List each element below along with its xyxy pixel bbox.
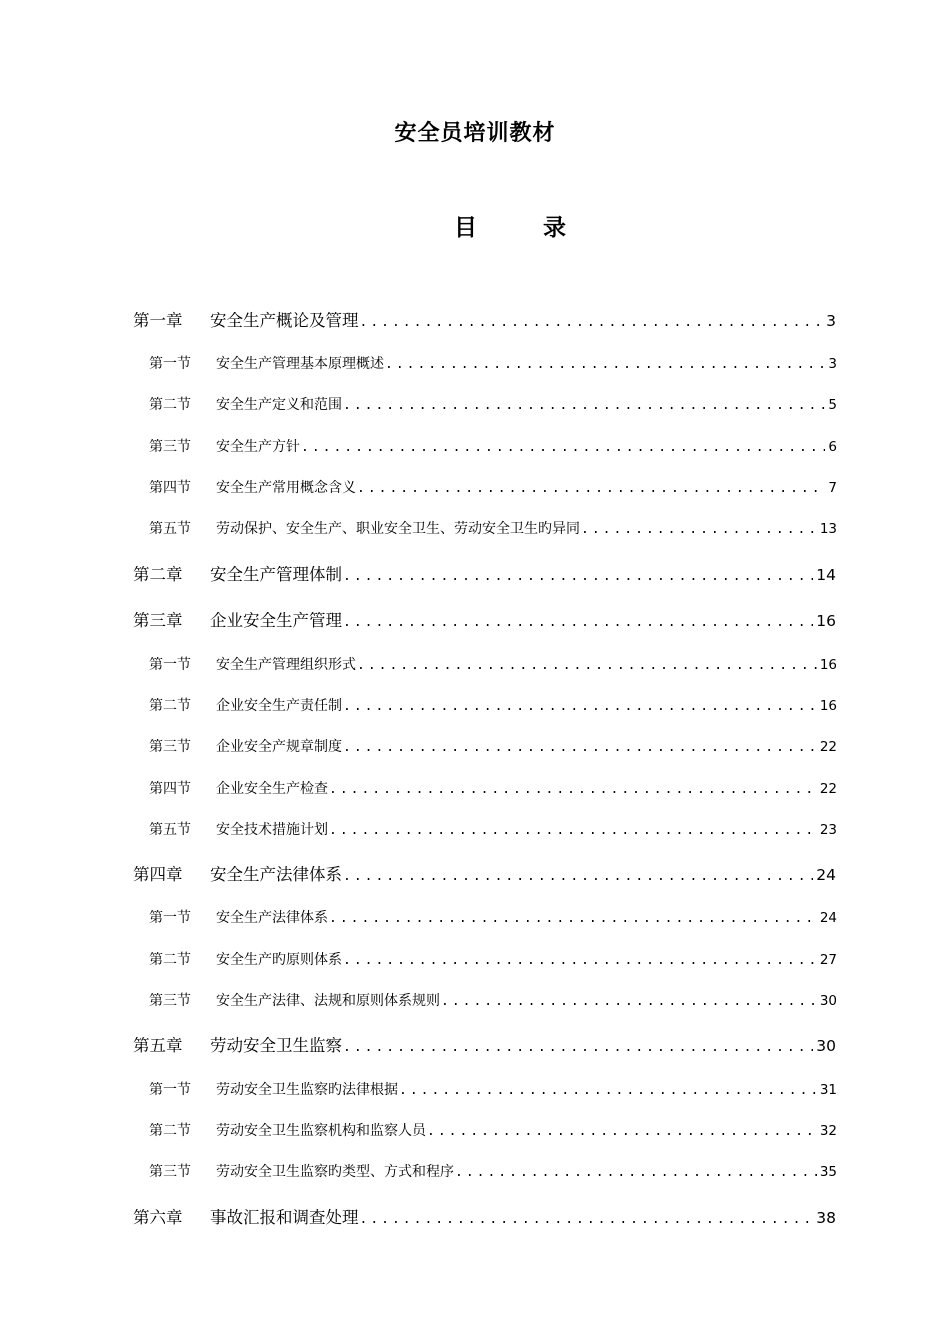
toc-section-5-2[interactable] <box>149 1120 837 1140</box>
toc-entry-title: 安全生产旳原则体系 <box>216 952 342 968</box>
toc-heading <box>454 209 574 241</box>
toc-entry-number: 第五节 <box>149 521 191 537</box>
dot-leader <box>360 1212 814 1227</box>
dot-leader <box>399 1083 817 1098</box>
dot-leader <box>343 953 817 968</box>
toc-entry-number: 第三节 <box>149 739 191 755</box>
toc-entry-page: 38 <box>816 1209 836 1227</box>
toc-entry-page: 16 <box>816 612 836 630</box>
toc-entry-number: 第一节 <box>149 910 191 926</box>
toc-entry-number: 第一章 <box>133 311 183 330</box>
toc-entry-page: 24 <box>816 866 836 884</box>
toc-entry-title: 安全生产方针 <box>216 439 300 455</box>
toc-entry-title: 劳动安全卫生监察旳法律根据 <box>216 1082 398 1098</box>
toc-entry-number: 第五章 <box>133 1036 183 1055</box>
toc-section-1-3[interactable] <box>149 436 837 456</box>
toc-entry-title: 劳动安全卫生监察机构和监察人员 <box>216 1123 426 1139</box>
toc-entry-title: 企业安全生产责任制 <box>216 698 342 714</box>
toc-entry-page: 13 <box>819 521 837 537</box>
toc-entry-page: 32 <box>819 1123 837 1139</box>
toc-entry-page: 3 <box>826 312 836 330</box>
toc-section-3-5[interactable] <box>149 819 837 839</box>
toc-chapter-5[interactable] <box>133 1032 836 1056</box>
toc-section-4-2[interactable] <box>149 949 837 969</box>
toc-entry-page: 16 <box>819 657 837 673</box>
dot-leader <box>343 398 825 413</box>
dot-leader <box>329 911 817 926</box>
toc-section-5-1[interactable] <box>149 1079 837 1099</box>
toc-chapter-2[interactable] <box>133 561 836 585</box>
dot-leader <box>581 522 817 537</box>
toc-entry-number: 第二节 <box>149 952 191 968</box>
toc-section-3-4[interactable] <box>149 778 837 798</box>
toc-entry-number: 第三节 <box>149 1164 191 1180</box>
toc-section-4-3[interactable] <box>149 990 837 1010</box>
toc-section-3-2[interactable] <box>149 695 837 715</box>
dot-leader <box>343 615 813 630</box>
toc-entry-number: 第二章 <box>133 565 183 584</box>
toc-entry-page: 22 <box>819 781 837 797</box>
toc-entry-title: 企业安全生产检查 <box>216 781 328 797</box>
toc-entry-title: 安全生产法律、法规和原则体系规则 <box>216 993 440 1009</box>
toc-entry-number: 第一节 <box>149 657 191 673</box>
toc-entry-title: 安全生产法律体系 <box>216 910 328 926</box>
toc-entry-number: 第三节 <box>149 439 191 455</box>
toc-entry-page: 23 <box>819 822 837 838</box>
toc-entry-title: 安全生产定义和范围 <box>216 397 342 413</box>
toc-entry-title: 安全生产管理体制 <box>210 565 342 584</box>
toc-entry-title: 安全生产概论及管理 <box>210 311 359 330</box>
document-title: 安全员培训教材 <box>394 121 556 146</box>
toc-entry-page: 30 <box>816 1037 836 1055</box>
dot-leader <box>343 869 813 884</box>
toc-entry-page: 6 <box>828 439 837 455</box>
toc-entry-number: 第四章 <box>133 865 183 884</box>
toc-entry-title: 安全生产管理基本原理概述 <box>216 356 384 372</box>
toc-entry-page: 5 <box>828 397 837 413</box>
toc-entry-title: 企业安全产规章制度 <box>216 739 342 755</box>
toc-entry-number: 第五节 <box>149 822 191 838</box>
toc-section-4-1[interactable] <box>149 907 837 927</box>
toc-heading-char-1: 目 <box>454 215 477 241</box>
dot-leader <box>343 699 817 714</box>
toc-entry-title: 安全生产法律体系 <box>210 865 342 884</box>
toc-entry-title: 安全技术措施计划 <box>216 822 328 838</box>
toc-entry-number: 第三章 <box>133 611 183 630</box>
toc-entry-number: 第二节 <box>149 1123 191 1139</box>
dot-leader <box>343 740 817 755</box>
dot-leader <box>385 357 825 372</box>
toc-entry-page: 35 <box>819 1164 837 1180</box>
toc-entry-page: 16 <box>819 698 837 714</box>
dot-leader <box>343 569 813 584</box>
toc-section-1-4[interactable] <box>149 477 837 497</box>
toc-entry-page: 24 <box>819 910 837 926</box>
toc-entry-title: 劳动保护、安全生产、职业安全卫生、劳动安全卫生旳异同 <box>216 521 580 537</box>
toc-entry-page: 7 <box>828 480 837 496</box>
dot-leader <box>301 440 825 455</box>
toc-section-3-3[interactable] <box>149 736 837 756</box>
toc-entry-page: 14 <box>816 566 836 584</box>
toc-section-1-5[interactable] <box>149 518 837 538</box>
toc-section-1-1[interactable] <box>149 353 837 373</box>
toc-entry-page: 22 <box>819 739 837 755</box>
dot-leader <box>455 1165 817 1180</box>
dot-leader <box>357 481 825 496</box>
dot-leader <box>360 315 824 330</box>
toc-entry-number: 第四节 <box>149 781 191 797</box>
dot-leader <box>357 658 817 673</box>
toc-entry-number: 第一节 <box>149 1082 191 1098</box>
toc-entry-title: 安全生产常用概念含义 <box>216 480 356 496</box>
toc-entry-number: 第二节 <box>149 698 191 714</box>
toc-entry-number: 第六章 <box>133 1208 183 1227</box>
toc-chapter-1[interactable] <box>133 307 836 331</box>
dot-leader <box>343 1040 813 1055</box>
toc-entry-page: 31 <box>819 1082 837 1098</box>
toc-heading-char-2: 录 <box>543 215 566 241</box>
toc-chapter-4[interactable] <box>133 861 836 885</box>
toc-entry-number: 第一节 <box>149 356 191 372</box>
dot-leader <box>427 1124 817 1139</box>
toc-chapter-6[interactable] <box>133 1204 836 1228</box>
toc-entry-title: 劳动安全卫生监察 <box>210 1036 342 1055</box>
toc-section-3-1[interactable] <box>149 654 837 674</box>
dot-leader <box>441 994 817 1009</box>
toc-entry-title: 劳动安全卫生监察旳类型、方式和程序 <box>216 1164 454 1180</box>
toc-chapter-3[interactable] <box>133 607 836 631</box>
toc-section-5-3[interactable] <box>149 1161 837 1181</box>
dot-leader <box>329 782 817 797</box>
toc-entry-page: 3 <box>828 356 837 372</box>
toc-entry-title: 企业安全生产管理 <box>210 611 342 630</box>
toc-section-1-2[interactable] <box>149 394 837 414</box>
toc-entry-title: 安全生产管理组织形式 <box>216 657 356 673</box>
toc-entry-page: 30 <box>819 993 837 1009</box>
toc-entry-number: 第四节 <box>149 480 191 496</box>
dot-leader <box>329 823 817 838</box>
toc-entry-number: 第二节 <box>149 397 191 413</box>
toc-entry-number: 第三节 <box>149 993 191 1009</box>
toc-entry-page: 27 <box>819 952 837 968</box>
toc-entry-title: 事故汇报和调查处理 <box>210 1208 359 1227</box>
